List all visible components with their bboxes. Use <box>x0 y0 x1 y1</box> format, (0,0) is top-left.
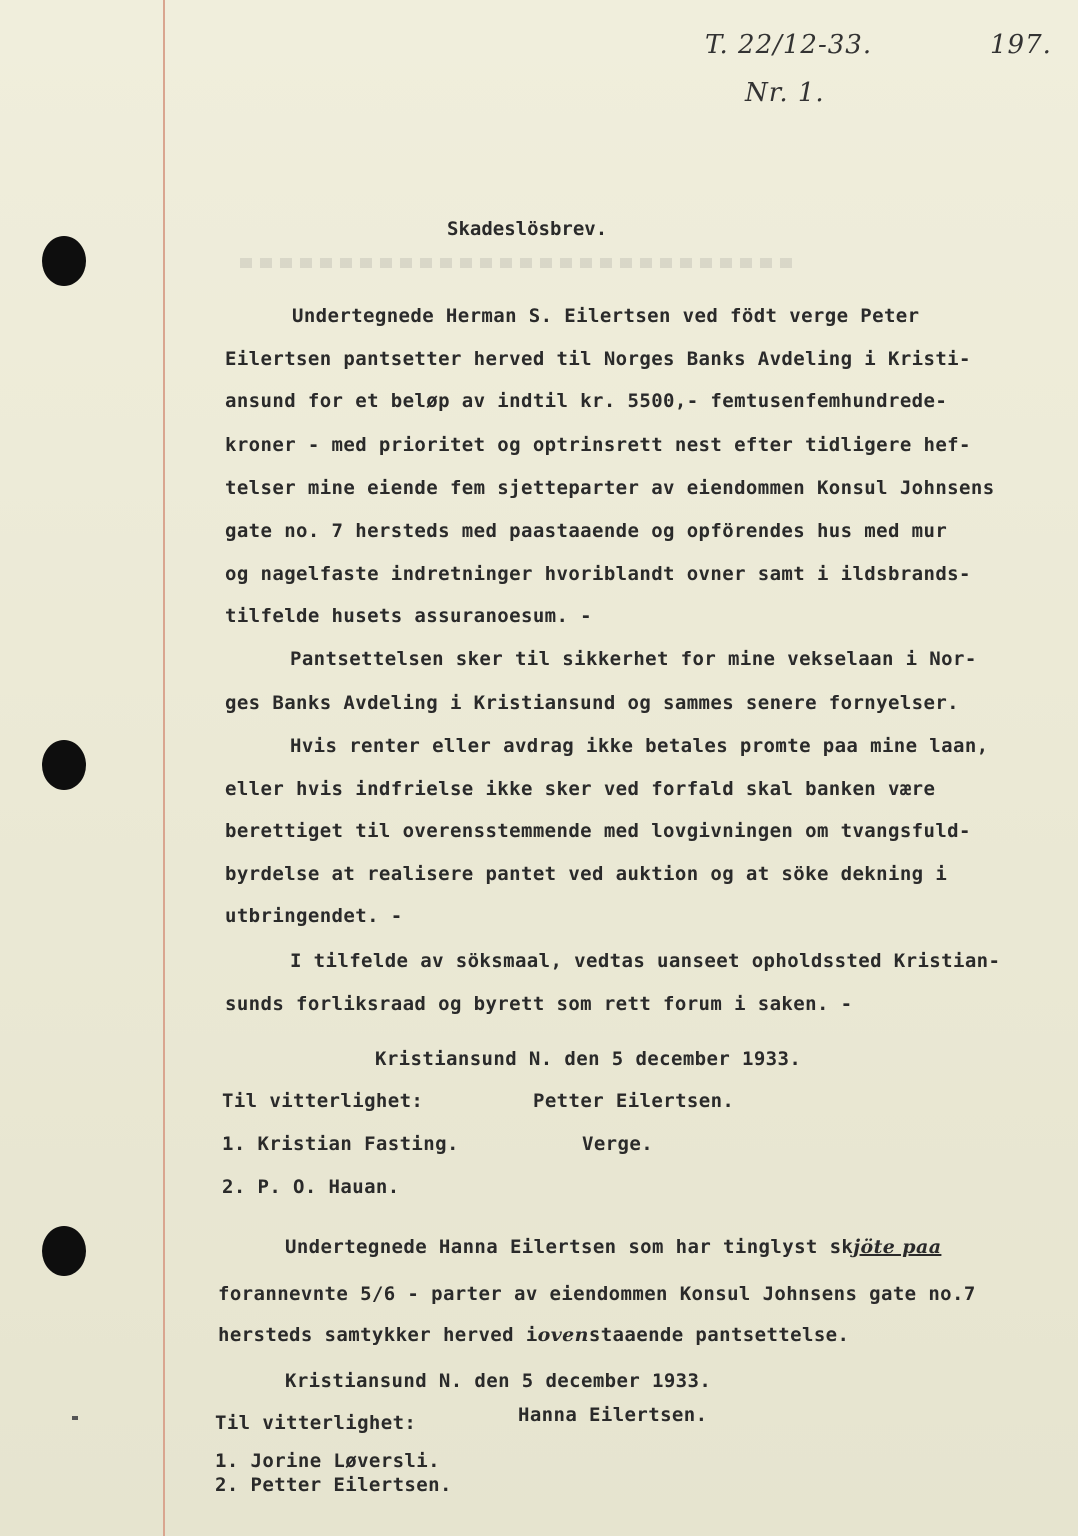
punch-hole-middle <box>42 740 86 790</box>
text-line: sunds forliksraad og byrett som rett forum i saken. - <box>225 993 853 1015</box>
consent-text: staaende pantsettelse. <box>588 1324 850 1346</box>
document-title: Skadeslösbrev. <box>447 218 608 240</box>
text-line: eller hvis indfrielse ikke sker ved forfald skal banken være <box>225 778 936 800</box>
text-line: Eilertsen pantsetter herved til Norges Banks Avdeling i Kristi- <box>225 348 971 370</box>
punch-hole-top <box>42 236 86 286</box>
text-line: tilfelde husets assuranoesum. - <box>225 605 593 627</box>
header-number: Nr. 1. <box>745 78 825 108</box>
signatory-name: Hanna Eilertsen. <box>518 1404 708 1426</box>
text-line: Pantsettelsen sker til sikkerhet for mine vekselaan i Nor- <box>290 648 977 670</box>
witness-label: Til vitterlighet: <box>222 1090 424 1112</box>
faint-strikethrough-line <box>240 258 800 268</box>
witness-2: 2. Petter Eilertsen. <box>215 1474 452 1496</box>
text-line: forannevnte 5/6 - parter av eiendommen Konsul Johnsens gate no.7 <box>218 1283 976 1305</box>
text-line: kroner - med prioritet og optrinsrett nest efter tidligere hef- <box>225 434 971 456</box>
signatory-name: Petter Eilertsen. <box>533 1090 735 1112</box>
consent-text: hersteds samtykker herved i <box>218 1324 538 1346</box>
witness-2: 2. P. O. Hauan. <box>222 1176 400 1198</box>
text-line: telser mine eiende fem sjetteparter av eiendommen Konsul Johnsens <box>225 477 995 499</box>
text-line: og nagelfaste indretninger hvoriblandt ovner samt i ildsbrands- <box>225 563 971 585</box>
text-line: Undertegnede Herman S. Eilertsen ved födt verge Peter <box>292 305 920 327</box>
signatory-role: Verge. <box>582 1133 654 1155</box>
page-number: 197. <box>990 30 1052 60</box>
handwritten-insert: jöte paa <box>853 1236 942 1258</box>
text-line: utbringendet. - <box>225 905 403 927</box>
text-line: Hvis renter eller avdrag ikke betales promte paa mine laan, <box>290 735 989 757</box>
consent-line <box>285 1236 941 1258</box>
witness-label: Til vitterlighet: <box>215 1412 417 1434</box>
text-line: byrdelse at realisere pantet ved auktion og at söke dekning i <box>225 863 948 885</box>
text-line: ansund for et beløp av indtil kr. 5500,- femtusenfemhundrede- <box>225 390 948 412</box>
witness-1: 1. Jorine Løversli. <box>215 1450 440 1472</box>
witness-1: 1. Kristian Fasting. <box>222 1133 459 1155</box>
consent-line <box>218 1324 849 1346</box>
text-line: berettiget til overensstemmende med lovgivningen om tvangsfuld- <box>225 820 971 842</box>
handwritten-insert: oven <box>537 1324 589 1346</box>
header-ref: T. 22/12-33. <box>705 30 873 60</box>
place-date-line: Kristiansund N. den 5 december 1933. <box>375 1048 802 1070</box>
ink-mark <box>72 1416 78 1420</box>
text-line: ges Banks Avdeling i Kristiansund og sammes senere fornyelser. <box>225 692 960 714</box>
consent-text: Undertegnede Hanna Eilertsen som har tinglyst sk <box>285 1236 854 1258</box>
margin-line <box>163 0 165 1536</box>
place-date-line: Kristiansund N. den 5 december 1933. <box>285 1370 712 1392</box>
text-line: gate no. 7 hersteds med paastaaende og opförendes hus med mur <box>225 520 948 542</box>
punch-hole-bottom <box>42 1226 86 1276</box>
text-line: I tilfelde av söksmaal, vedtas uanseet opholdssted Kristian- <box>290 950 1001 972</box>
